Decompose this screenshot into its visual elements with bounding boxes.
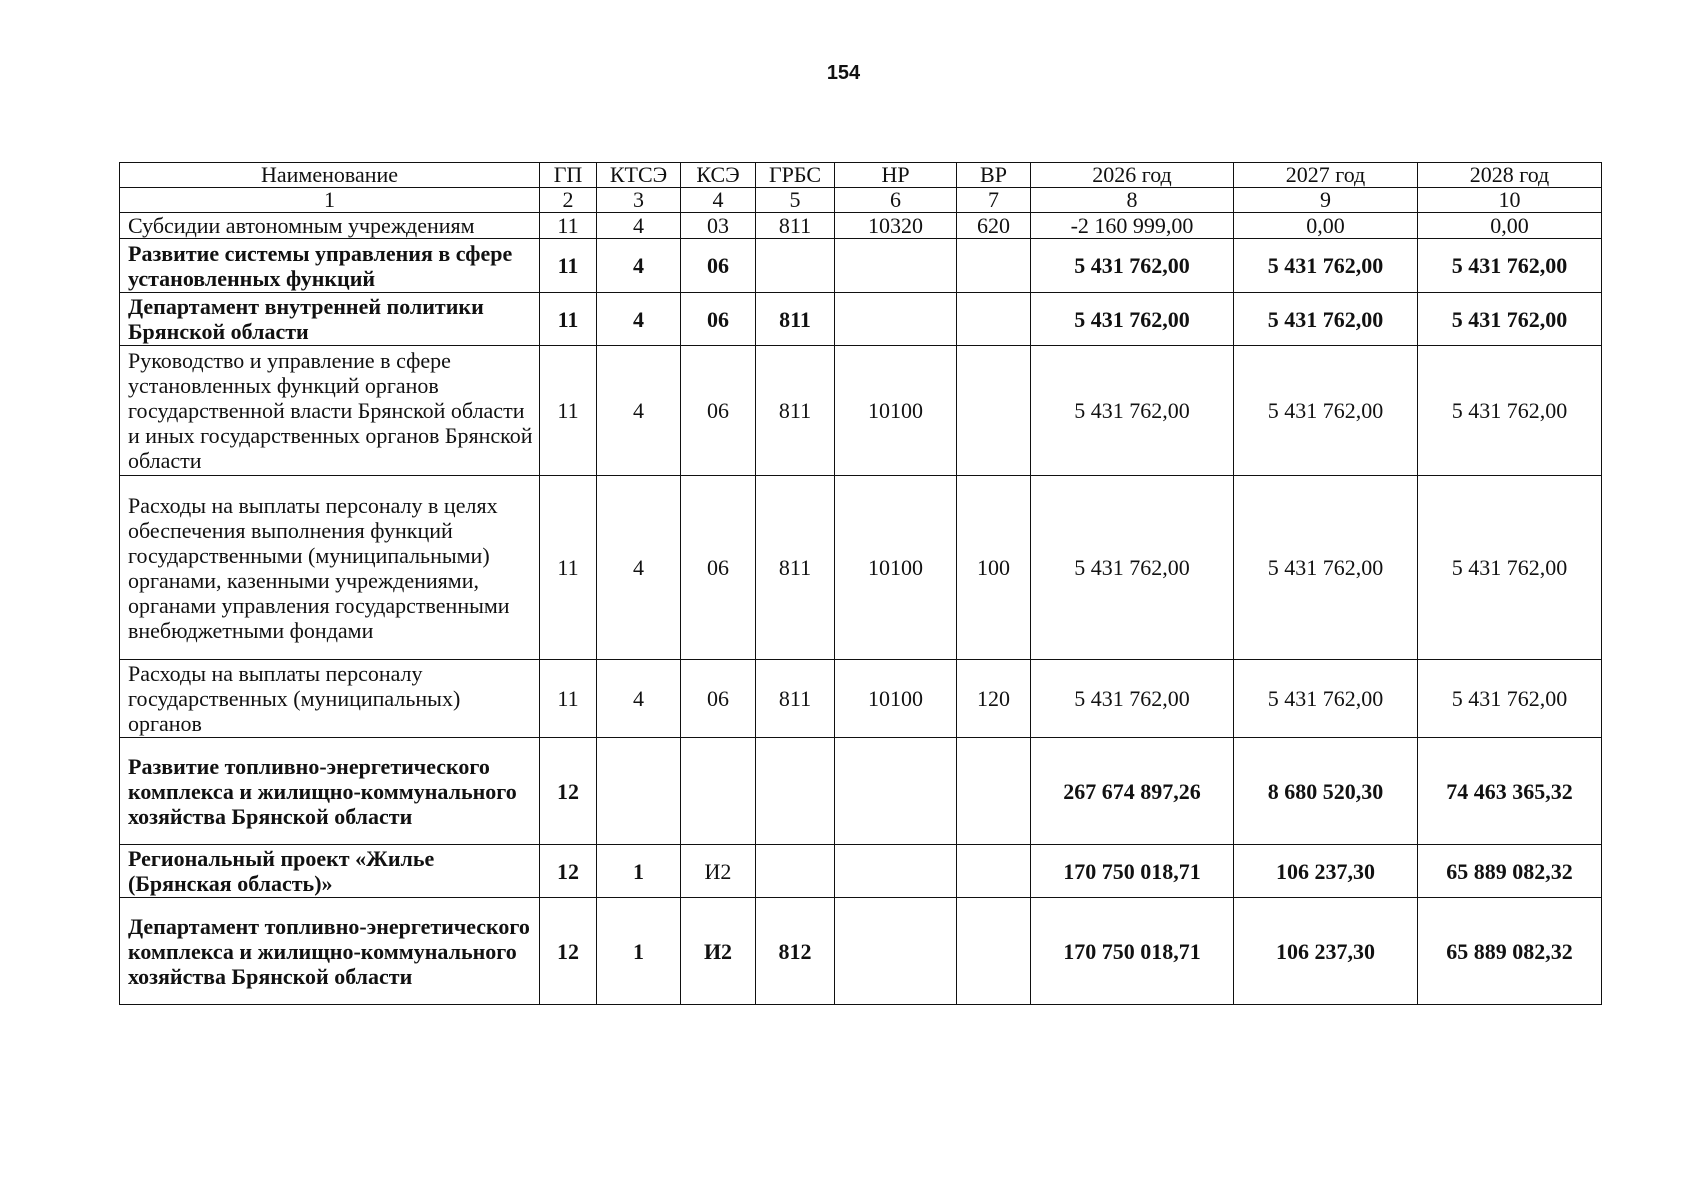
cell-kse: И2 (681, 898, 756, 1005)
cell-2026: -2 160 999,00 (1031, 213, 1234, 239)
cell-2026: 5 431 762,00 (1031, 293, 1234, 346)
header-name: Наименование (120, 163, 540, 188)
column-number: 3 (597, 188, 681, 213)
cell-gp: 12 (540, 738, 597, 845)
row-name: Расходы на выплаты персоналу государственных (муниципальных) органов (120, 660, 540, 738)
cell-vr: 620 (957, 213, 1031, 239)
cell-2027: 8 680 520,30 (1234, 738, 1418, 845)
cell-2027: 5 431 762,00 (1234, 476, 1418, 660)
cell-gp: 11 (540, 660, 597, 738)
budget-table (119, 162, 1602, 1005)
cell-ktse: 4 (597, 239, 681, 293)
cell-2028: 5 431 762,00 (1418, 239, 1602, 293)
cell-grbs (756, 738, 835, 845)
cell-2026: 5 431 762,00 (1031, 239, 1234, 293)
cell-2028: 65 889 082,32 (1418, 898, 1602, 1005)
cell-gp: 11 (540, 293, 597, 346)
cell-2028: 74 463 365,32 (1418, 738, 1602, 845)
table-row (120, 213, 1602, 239)
cell-nr: 10100 (835, 660, 957, 738)
column-number: 4 (681, 188, 756, 213)
cell-2026: 5 431 762,00 (1031, 346, 1234, 476)
header-nr: НР (835, 163, 957, 188)
cell-2028: 65 889 082,32 (1418, 845, 1602, 898)
row-name: Департамент топливно-энергетического комплекса и жилищно-коммунального хозяйства Брянской области (120, 898, 540, 1005)
cell-nr (835, 239, 957, 293)
column-number: 7 (957, 188, 1031, 213)
cell-nr (835, 738, 957, 845)
cell-kse: 06 (681, 239, 756, 293)
cell-gp: 11 (540, 213, 597, 239)
cell-ktse (597, 738, 681, 845)
cell-2026: 5 431 762,00 (1031, 476, 1234, 660)
cell-gp: 12 (540, 845, 597, 898)
cell-2027: 5 431 762,00 (1234, 239, 1418, 293)
cell-nr: 10100 (835, 476, 957, 660)
cell-2026: 170 750 018,71 (1031, 898, 1234, 1005)
cell-grbs: 811 (756, 660, 835, 738)
cell-kse: 06 (681, 293, 756, 346)
cell-kse: 03 (681, 213, 756, 239)
cell-nr (835, 898, 957, 1005)
cell-2027: 5 431 762,00 (1234, 660, 1418, 738)
cell-2027: 5 431 762,00 (1234, 346, 1418, 476)
row-name: Развитие системы управления в сфере установленных функций (120, 239, 540, 293)
table-row (120, 346, 1602, 476)
cell-grbs: 811 (756, 346, 835, 476)
table-row (120, 738, 1602, 845)
cell-2028: 5 431 762,00 (1418, 476, 1602, 660)
header-2026: 2026 год (1031, 163, 1234, 188)
cell-ktse: 4 (597, 293, 681, 346)
cell-grbs: 811 (756, 293, 835, 346)
cell-2026: 5 431 762,00 (1031, 660, 1234, 738)
table-row (120, 239, 1602, 293)
page-number: 154 (826, 62, 861, 84)
column-number: 10 (1418, 188, 1602, 213)
header-2027: 2027 год (1234, 163, 1418, 188)
cell-2028: 0,00 (1418, 213, 1602, 239)
cell-vr (957, 845, 1031, 898)
cell-vr (957, 738, 1031, 845)
cell-grbs (756, 845, 835, 898)
header-grbs: ГРБС (756, 163, 835, 188)
cell-2027: 0,00 (1234, 213, 1418, 239)
row-name: Развитие топливно-энергетического комплекса и жилищно-коммунального хозяйства Брянской области (120, 738, 540, 845)
cell-2027: 5 431 762,00 (1234, 293, 1418, 346)
row-name: Субсидии автономным учреждениям (120, 213, 540, 239)
cell-nr: 10100 (835, 346, 957, 476)
row-name: Департамент внутренней политики Брянской области (120, 293, 540, 346)
cell-grbs: 812 (756, 898, 835, 1005)
table-body (120, 163, 1602, 1005)
table-row (120, 293, 1602, 346)
cell-vr (957, 239, 1031, 293)
cell-ktse: 4 (597, 476, 681, 660)
cell-2026: 170 750 018,71 (1031, 845, 1234, 898)
cell-ktse: 4 (597, 660, 681, 738)
cell-gp: 12 (540, 898, 597, 1005)
cell-kse: 06 (681, 346, 756, 476)
cell-nr (835, 293, 957, 346)
cell-grbs: 811 (756, 213, 835, 239)
cell-vr (957, 346, 1031, 476)
table-row (120, 476, 1602, 660)
cell-gp: 11 (540, 239, 597, 293)
header-vr: ВР (957, 163, 1031, 188)
header-ktse: КТСЭ (597, 163, 681, 188)
cell-ktse: 4 (597, 346, 681, 476)
row-name: Расходы на выплаты персоналу в целях обеспечения выполнения функций государственными (муниципальными) органами, казенными учреждениями, органами управления государственными внебюджетными фондами (120, 476, 540, 660)
cell-vr (957, 293, 1031, 346)
cell-2028: 5 431 762,00 (1418, 293, 1602, 346)
cell-grbs: 811 (756, 476, 835, 660)
column-number: 9 (1234, 188, 1418, 213)
cell-2027: 106 237,30 (1234, 845, 1418, 898)
cell-ktse: 1 (597, 898, 681, 1005)
cell-vr (957, 898, 1031, 1005)
cell-vr: 100 (957, 476, 1031, 660)
column-number-row (120, 188, 1602, 213)
cell-2028: 5 431 762,00 (1418, 346, 1602, 476)
column-number: 8 (1031, 188, 1234, 213)
row-name: Региональный проект «Жилье (Брянская область)» (120, 845, 540, 898)
column-number: 5 (756, 188, 835, 213)
cell-ktse: 4 (597, 213, 681, 239)
table-row (120, 898, 1602, 1005)
header-kse: КСЭ (681, 163, 756, 188)
table-row (120, 660, 1602, 738)
cell-2028: 5 431 762,00 (1418, 660, 1602, 738)
cell-nr: 10320 (835, 213, 957, 239)
cell-kse: 06 (681, 660, 756, 738)
header-gp: ГП (540, 163, 597, 188)
cell-2026: 267 674 897,26 (1031, 738, 1234, 845)
column-number: 1 (120, 188, 540, 213)
cell-2027: 106 237,30 (1234, 898, 1418, 1005)
cell-grbs (756, 239, 835, 293)
column-number: 2 (540, 188, 597, 213)
cell-gp: 11 (540, 476, 597, 660)
header-row (120, 163, 1602, 188)
cell-kse: 06 (681, 476, 756, 660)
cell-kse (681, 738, 756, 845)
cell-kse: И2 (681, 845, 756, 898)
header-2028: 2028 год (1418, 163, 1602, 188)
cell-nr (835, 845, 957, 898)
cell-vr: 120 (957, 660, 1031, 738)
row-name: Руководство и управление в сфере установленных функций органов государственной власти Брянской области и иных государственных органов Брянской области (120, 346, 540, 476)
cell-gp: 11 (540, 346, 597, 476)
column-number: 6 (835, 188, 957, 213)
table-row (120, 845, 1602, 898)
cell-ktse: 1 (597, 845, 681, 898)
